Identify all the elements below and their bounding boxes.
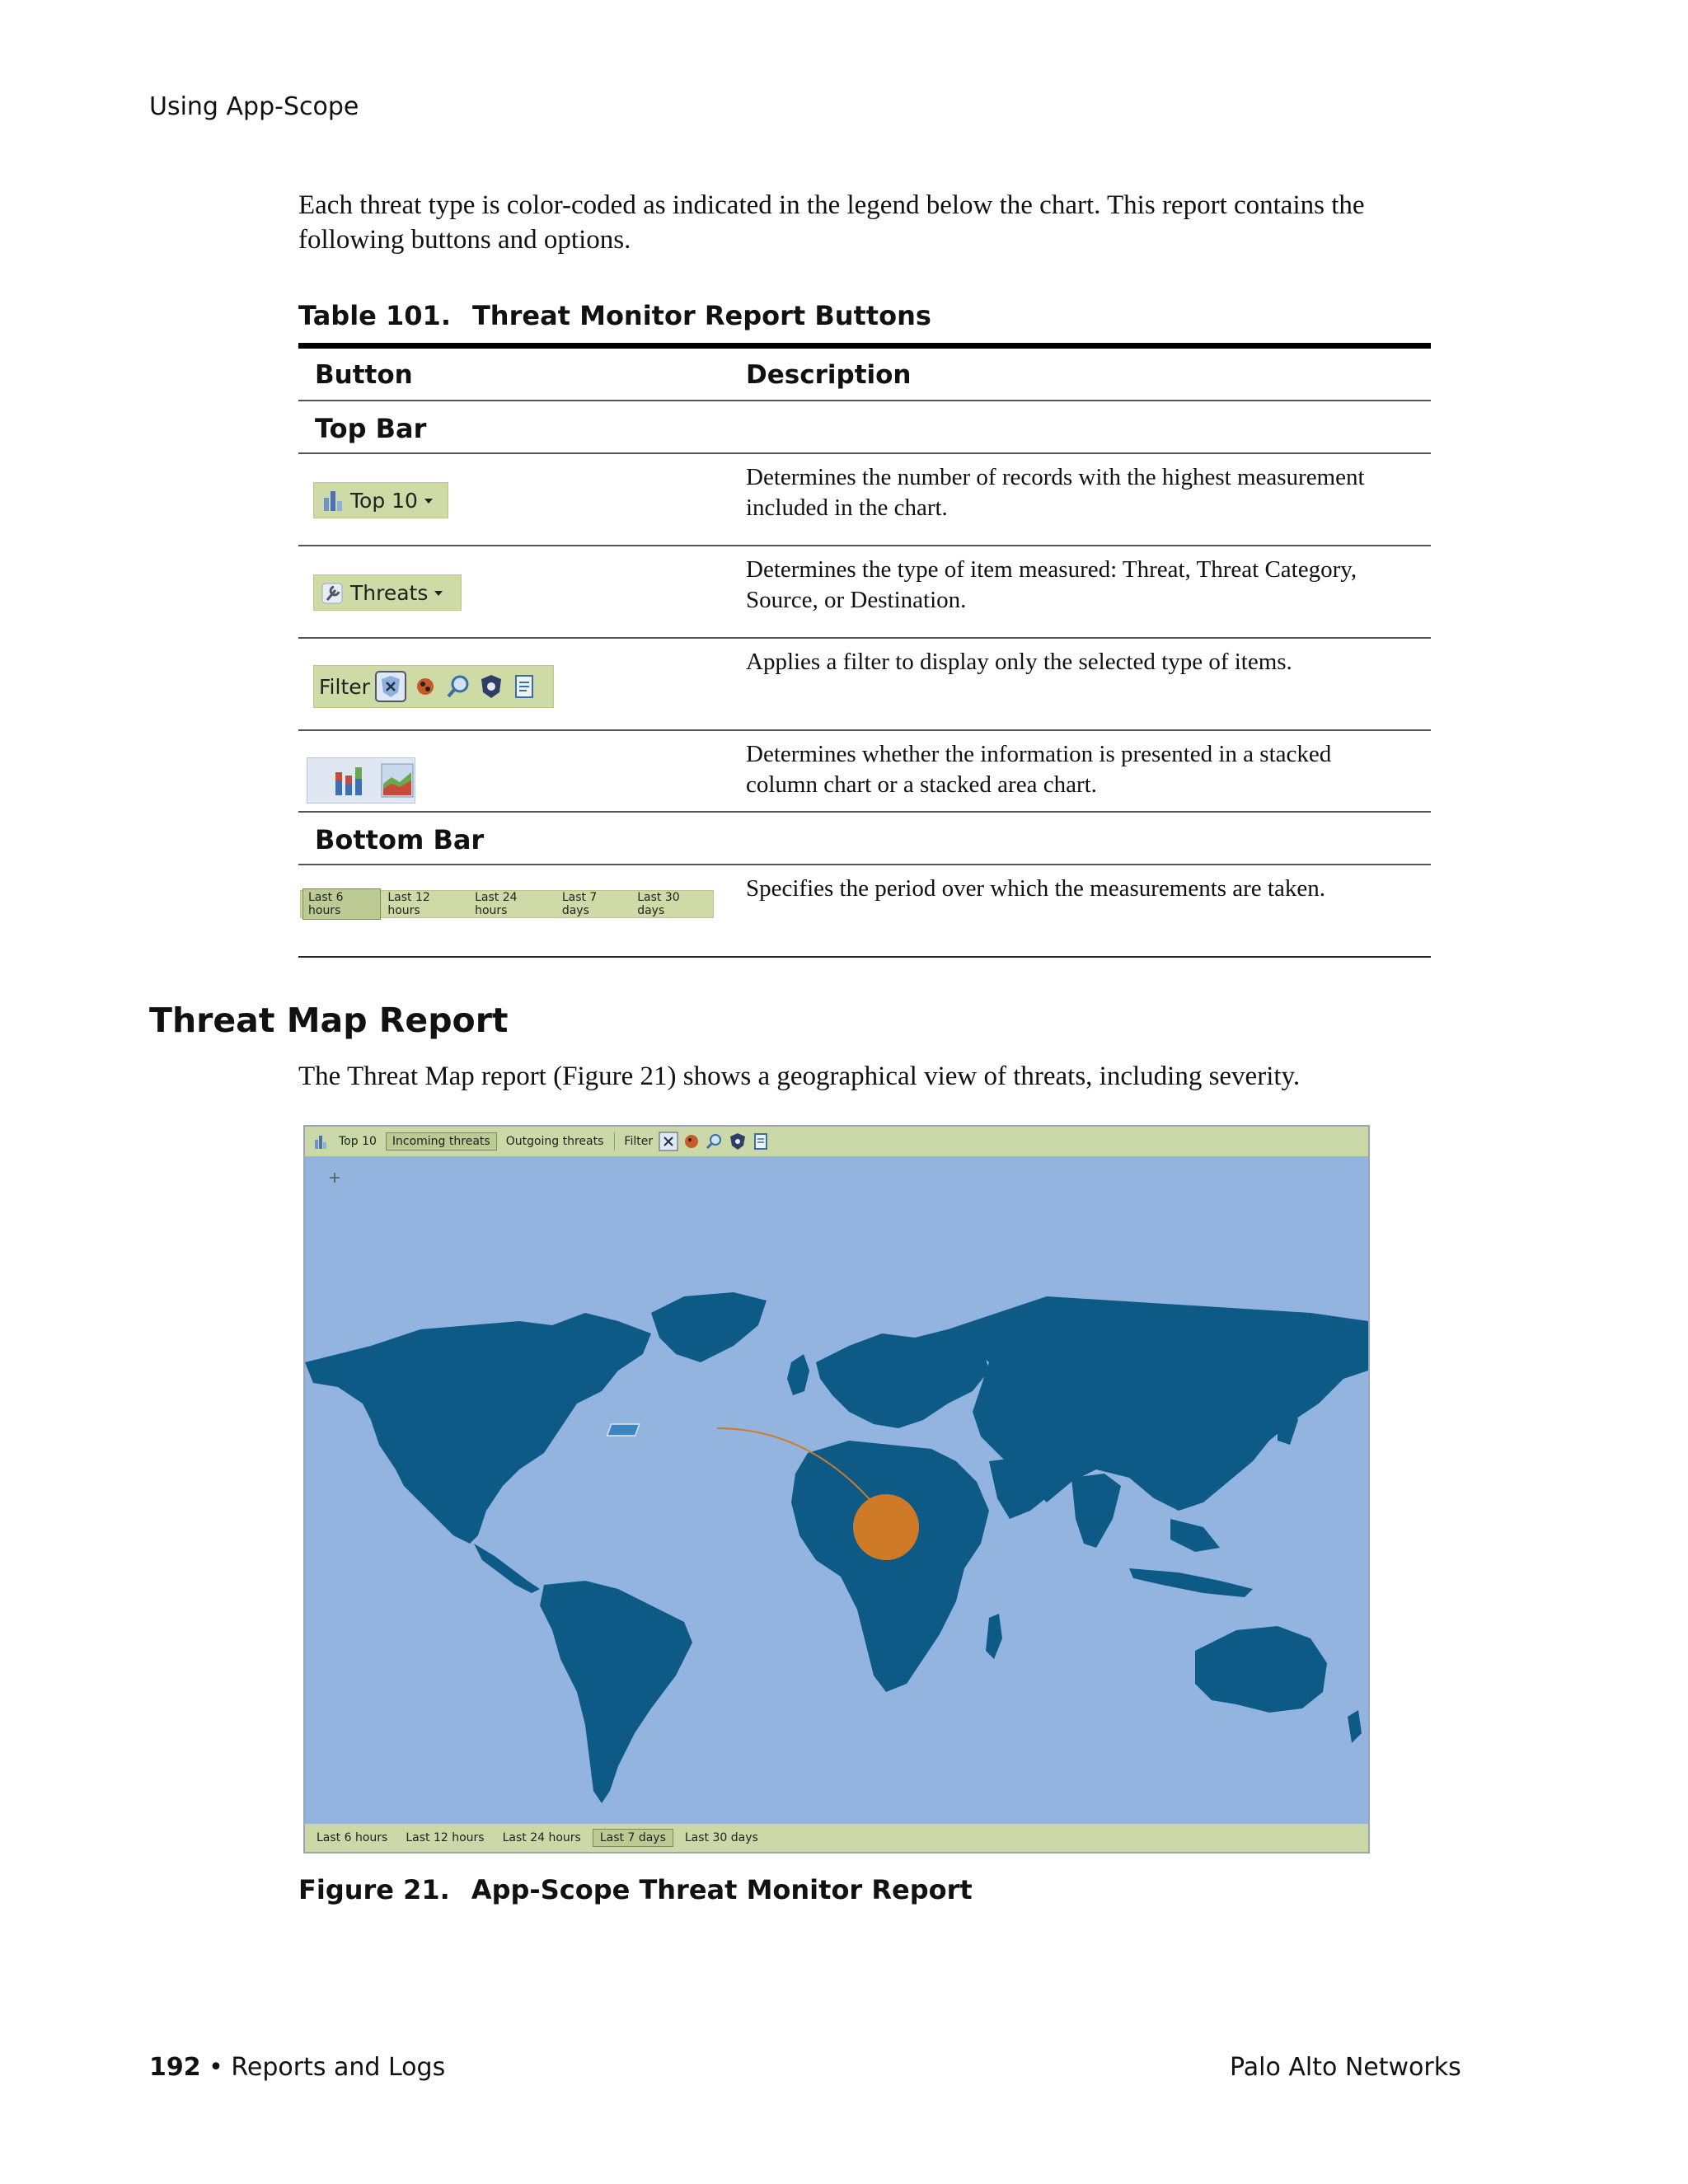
top10-dropdown[interactable]: Top 10	[339, 1135, 377, 1148]
magnifier-icon[interactable]	[705, 1132, 724, 1151]
figure-caption-title: App-Scope Threat Monitor Report	[471, 1874, 973, 1905]
column-header-button: Button	[315, 360, 413, 390]
table-row	[298, 546, 1431, 639]
time-range-label: Last 7 days	[561, 891, 598, 917]
outgoing-threats-button[interactable]: Outgoing threats	[505, 1135, 604, 1148]
description-text: Applies a filter to display only the selected type of items.	[746, 649, 1292, 675]
australia	[1195, 1626, 1327, 1713]
madagascar	[986, 1614, 1002, 1659]
incoming-threats-button[interactable]: Incoming threats	[386, 1132, 497, 1151]
shield-bug-icon[interactable]	[728, 1132, 748, 1151]
section-heading: Threat Map Report	[149, 1001, 509, 1040]
time-range-label: Last 30 days	[637, 891, 680, 917]
world-map-svg	[305, 1156, 1368, 1824]
section-row-bottom-bar	[298, 813, 1431, 865]
description-text: Specifies the period over which the measurements are taken.	[746, 875, 1325, 902]
new-zealand	[1348, 1710, 1362, 1743]
filter-label: Filter	[624, 1135, 654, 1148]
threats-button-image	[313, 574, 462, 611]
wrench-icon	[317, 579, 350, 607]
north-america	[305, 1313, 651, 1544]
time-range-button[interactable]: Last 24 hours	[502, 1831, 581, 1844]
stacked-column-chart-icon	[324, 761, 380, 800]
column-header-description: Description	[746, 360, 912, 390]
table-header-row	[298, 349, 1431, 401]
time-range-label: Last 12 hours	[387, 891, 430, 917]
section-row-top-bar	[298, 401, 1431, 454]
page-number: 192	[149, 2053, 201, 2082]
time-range-label: Last 6 hours	[302, 888, 381, 920]
figure-caption-number: Figure 21.	[298, 1874, 450, 1905]
chart-type-buttons-image	[307, 757, 415, 804]
shield-x-icon[interactable]	[659, 1132, 678, 1151]
zoom-crosshair-icon	[330, 1173, 340, 1183]
description-text: Determines the type of item measured: Threat, Threat Category, Source, or Destination.	[746, 556, 1357, 613]
world-map[interactable]	[305, 1156, 1368, 1824]
bar-chart-icon	[312, 1132, 330, 1151]
table-row	[298, 454, 1431, 546]
footer-section: • Reports and Logs	[209, 2053, 446, 2082]
magnifier-icon	[444, 673, 472, 701]
time-range-button[interactable]: Last 30 days	[684, 1831, 758, 1844]
time-range-buttons-image	[300, 890, 714, 918]
figure-top-bar	[305, 1127, 1368, 1156]
greenland	[651, 1292, 767, 1362]
time-range-label: Last 24 hours	[475, 891, 518, 917]
section-paragraph: The Threat Map report (Figure 21) shows a geographical view of threats, including severity.	[298, 1062, 1301, 1091]
africa	[791, 1441, 989, 1692]
filter-button-image	[313, 665, 554, 708]
firewall-device-icon	[607, 1424, 640, 1436]
table-row	[298, 639, 1431, 731]
section-label-top-bar: Top Bar	[315, 413, 427, 444]
central-america	[474, 1544, 540, 1593]
page-footer-right: Palo Alto Networks	[1230, 2053, 1461, 2082]
shield-bug-icon	[477, 673, 505, 701]
europe	[816, 1329, 989, 1428]
filter-label: Filter	[319, 674, 370, 699]
figure-bottom-bar	[305, 1824, 1368, 1852]
virus-icon[interactable]	[682, 1132, 701, 1151]
table-row	[298, 865, 1431, 958]
time-range-button[interactable]: Last 6 hours	[316, 1831, 388, 1844]
document-icon	[510, 673, 538, 701]
continents	[305, 1292, 1368, 1803]
shield-x-icon	[375, 671, 406, 702]
intro-paragraph: Each threat type is color-coded as indicated in the legend below the chart. This report contains the following buttons and options.	[298, 190, 1365, 255]
table-caption-title: Threat Monitor Report Buttons	[471, 300, 931, 331]
time-range-button[interactable]: Last 12 hours	[406, 1831, 485, 1844]
section-label-bottom-bar: Bottom Bar	[315, 824, 485, 855]
table-caption-number: Table 101.	[298, 300, 451, 331]
table-row	[298, 731, 1431, 813]
virus-icon	[411, 673, 439, 701]
toolbar-divider	[614, 1132, 615, 1151]
table-caption	[298, 300, 931, 331]
top10-button-image	[313, 482, 448, 518]
british-isles	[787, 1354, 809, 1395]
chevron-down-icon	[418, 492, 439, 509]
threat-map-figure	[303, 1125, 1370, 1854]
running-header: Using App-Scope	[149, 92, 359, 121]
top10-label: Top 10	[350, 488, 418, 513]
stacked-area-chart-icon	[380, 761, 415, 800]
page-footer-left	[149, 2053, 445, 2082]
indonesia	[1129, 1568, 1253, 1597]
india	[1071, 1474, 1121, 1548]
document-icon[interactable]	[751, 1132, 771, 1151]
threats-label: Threats	[350, 580, 429, 605]
buttons-table	[298, 343, 1431, 958]
bar-chart-icon	[317, 486, 350, 514]
south-america	[540, 1581, 692, 1803]
description-text: Determines whether the information is presented in a stacked column chart or a stacked area chart.	[746, 741, 1332, 798]
threat-bubble	[853, 1494, 919, 1560]
southeast-asia	[1170, 1519, 1220, 1552]
chevron-down-icon	[428, 584, 449, 601]
figure-caption	[298, 1874, 973, 1905]
description-text: Determines the number of records with the highest measurement included in the chart.	[746, 464, 1365, 521]
time-range-button-selected[interactable]: Last 7 days	[593, 1829, 673, 1847]
